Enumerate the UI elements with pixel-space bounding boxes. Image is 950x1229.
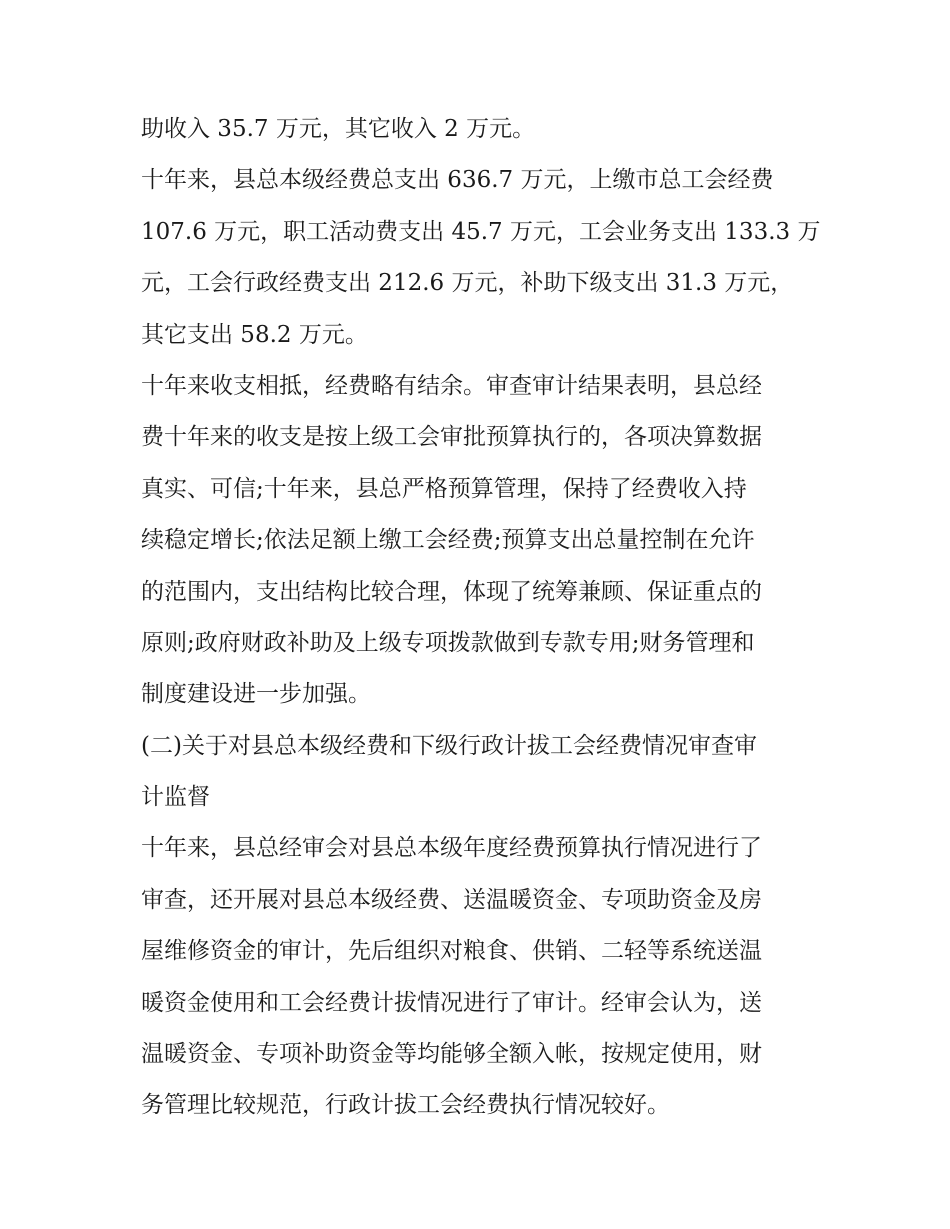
text-line: 暖资金使用和工会经费计拔情况进行了审计。经审会认为，送	[141, 989, 762, 1016]
text-line: 107.6 万元，职工活动费支出 45.7 万元，工会业务支出 133.3 万	[141, 218, 821, 245]
text-line: 续稳定增长;依法足额上缴工会经费;预算支出总量控制在允许	[141, 527, 755, 554]
text-line: 元，工会行政经费支出 212.6 万元，补助下级支出 31.3 万元，	[141, 270, 794, 297]
text-line: 十年来收支相抵，经费略有结余。审查审计结果表明，县总经	[141, 372, 762, 399]
text-line: 费十年来的收支是按上级工会审批预算执行的，各项决算数据	[141, 424, 762, 451]
text-line: 务管理比较规范，行政计拔工会经费执行情况较好。	[141, 1092, 670, 1119]
section-heading: 计监督	[141, 784, 210, 811]
text-line: 制度建设进一步加强。	[141, 681, 371, 708]
text-line: 审查，还开展对县总本级经费、送温暖资金、专项助资金及房	[141, 886, 762, 913]
text-line: 原则;政府财政补助及上级专项拨款做到专款专用;财务管理和	[141, 629, 755, 656]
text-line: 屋维修资金的审计，先后组织对粮食、供销、二轻等系统送温	[141, 938, 762, 965]
text-line: 十年来，县总本级经费总支出 636.7 万元，上缴市总工会经费	[141, 167, 774, 194]
text-line: 温暖资金、专项补助资金等均能够全额入帐，按规定使用，财	[141, 1041, 762, 1068]
section-heading: (二)关于对县总本级经费和下级行政计拔工会经费情况审查审	[141, 732, 757, 759]
text-line: 其它支出 58.2 万元。	[141, 321, 368, 348]
text-line: 十年来，县总经审会对县总本级年度经费预算执行情况进行了	[141, 835, 762, 862]
text-line: 助收入 35.7 万元，其它收入 2 万元。	[141, 116, 536, 142]
document-body	[141, 104, 821, 1132]
text-line: 的范围内，支出结构比较合理，体现了统筹兼顾、保证重点的	[141, 578, 762, 605]
text-line: 真实、可信;十年来，县总严格预算管理，保持了经费收入持	[141, 475, 747, 502]
